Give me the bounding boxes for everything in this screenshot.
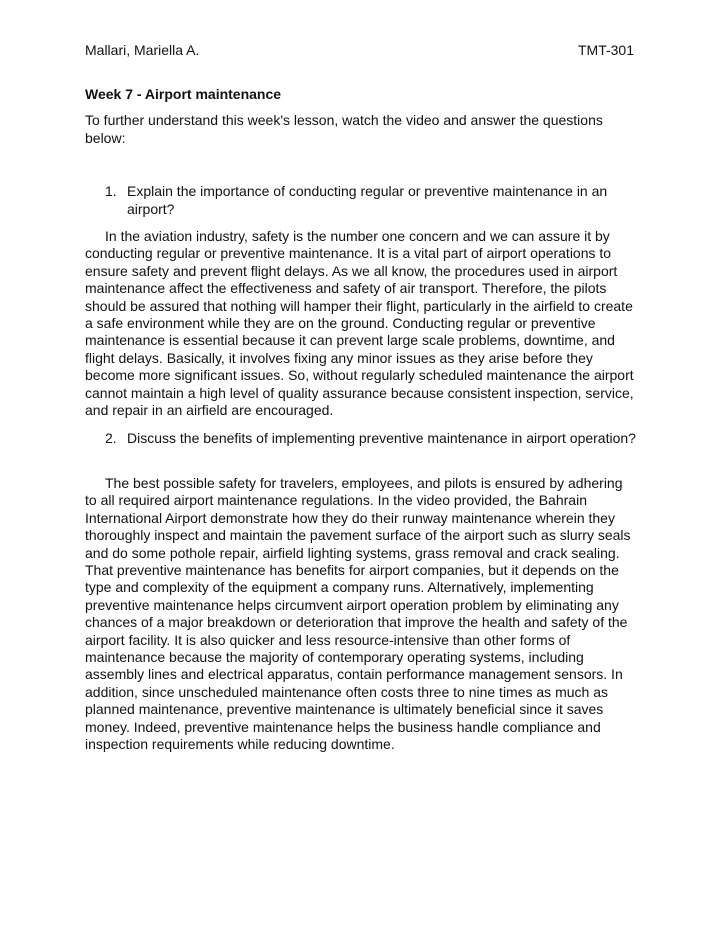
question-1	[105, 182, 637, 218]
question-1-number: 1.	[105, 183, 117, 199]
answer-2-paragraph: The best possible safety for travelers, employees, and pilots is ensured by adhering to all required airport maintenance regulations. In the video provided, the Bahrain International Airport demonstrate how they do their runway maintenance wherein they thoroughly inspect and maintain the pavement surface of the airport such as slurry seals and do some pothole repair, airfield lighting systems, grass removal and crack sealing. That preventive maintenance has benefits for airport companies, but it depends on the type and complexity of the equipment a company runs. Alternatively, implementing preventive maintenance helps circumvent airport operation problem by eliminating any chances of a major breakdown or deterioration that improve the health and safety of the airport facility. It is also quicker and less resource-intensive than other forms of maintenance because the majority of contemporary operating systems, including assembly lines and electrical apparatus, contain performance management sensors. In addition, since unscheduled maintenance often costs three to nine times as much as planned maintenance, preventive maintenance is ultimately beneficial since it saves money. Indeed, preventive maintenance helps the business handle compliance and inspection requirements while reducing downtime.	[85, 475, 631, 753]
question-2	[105, 429, 637, 447]
question-1-text: Explain the importance of conducting regular or preventive maintenance in an airport?	[127, 183, 608, 217]
question-2-number: 2.	[105, 430, 117, 446]
document-title: Week 7 - Airport maintenance	[85, 86, 282, 102]
answer-1-paragraph: In the aviation industry, safety is the number one concern and we can assure it by conducting regular or preventive maintenance. It is a vital part of airport operations to ensure safety and prevent flight delays. As we all know, the procedures used in airport maintenance affect the effectiveness and safety of air transport. Therefore, the pilots should be assured that nothing will hamper their flight, particularly in the airfield to create a safe environment while they are on the ground. Conducting regular or preventive maintenance is essential because it can prevent large scale problems, downtime, and flight delays. Basically, it involves fixing any minor issues as they arise before they become more significant issues. So, without regularly scheduled maintenance the airport cannot maintain a high level of quality assurance because consistent inspection, service, and repair in an airfield are encouraged.	[85, 228, 634, 419]
course-code: TMT-301	[577, 42, 634, 58]
question-2-text: Discuss the benefits of implementing preventive maintenance in airport operation?	[127, 430, 636, 446]
intro-paragraph: To further understand this week's lesson, watch the video and answer the questions below:	[85, 112, 603, 146]
author-name: Mallari, Mariella A.	[85, 42, 200, 58]
